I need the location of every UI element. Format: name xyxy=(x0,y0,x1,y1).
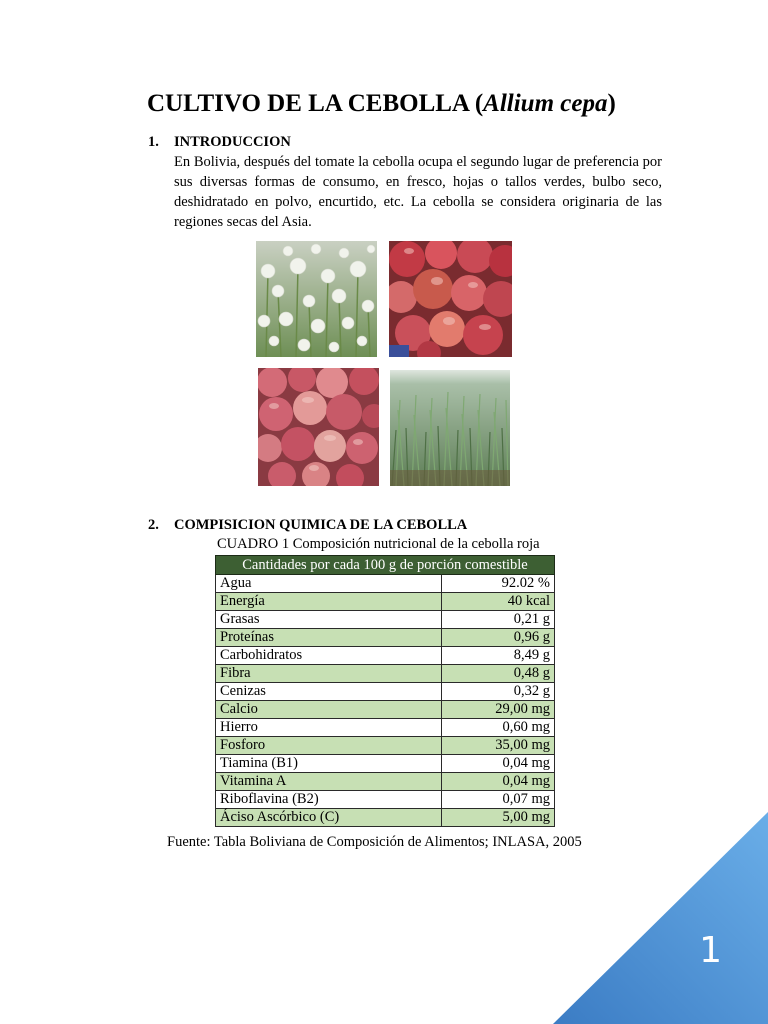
nutrition-table xyxy=(215,555,555,827)
nutrient-name: Tiamina (B1) xyxy=(216,755,442,773)
onion-crop-field-image xyxy=(390,370,510,486)
table-row xyxy=(216,683,555,701)
nutrient-value: 0,60 mg xyxy=(442,719,555,737)
nutrient-value: 0,04 mg xyxy=(442,773,555,791)
red-onion-bulbs-image xyxy=(389,241,512,357)
table-row xyxy=(216,755,555,773)
nutrient-value: 0,32 g xyxy=(442,683,555,701)
nutrient-value: 0,21 g xyxy=(442,611,555,629)
table-row xyxy=(216,611,555,629)
table-row xyxy=(216,647,555,665)
nutrient-name: Vitamina A xyxy=(216,773,442,791)
table-row xyxy=(216,629,555,647)
section-2-number: 2. xyxy=(148,517,159,533)
table-header-row xyxy=(216,556,555,575)
table-row xyxy=(216,593,555,611)
table-row xyxy=(216,575,555,593)
nutrient-name: Agua xyxy=(216,575,442,593)
intro-paragraph: En Bolivia, después del tomate la cebolla ocupa el segundo lugar de preferencia por sus diversas formas de consumo, en fresco, hojas o tallos verdes, bulbo seco, deshidratado en polvo, encurtido, etc. La cebolla se considera originaria de las regiones secas del Asia. xyxy=(174,154,662,230)
nutrient-name: Fosforo xyxy=(216,737,442,755)
nutrient-value: 5,00 mg xyxy=(442,809,555,827)
section-1-heading xyxy=(148,134,291,151)
section-2-title: COMPISICION QUIMICA DE LA CEBOLLA xyxy=(174,517,468,533)
onion-flower-field-image xyxy=(256,241,377,357)
nutrient-value: 29,00 mg xyxy=(442,701,555,719)
title-main: CULTIVO DE LA CEBOLLA ( xyxy=(147,90,484,117)
section-2-heading xyxy=(148,517,467,534)
nutrient-name: Hierro xyxy=(216,719,442,737)
nutrient-value: 0,48 g xyxy=(442,665,555,683)
nutrient-name: Áciso Ascórbico (C) xyxy=(216,809,442,827)
table-row xyxy=(216,773,555,791)
table-row xyxy=(216,737,555,755)
title-scientific-name: Allium cepa xyxy=(483,90,608,117)
title-close: ) xyxy=(607,90,616,117)
red-onion-pile-image xyxy=(258,368,379,486)
table-row xyxy=(216,791,555,809)
table-row xyxy=(216,665,555,683)
nutrient-name: Carbohidratos xyxy=(216,647,442,665)
nutrient-name: Calcio xyxy=(216,701,442,719)
table-caption: CUADRO 1 Composición nutricional de la cebolla roja xyxy=(217,536,540,552)
nutrient-value: 0,96 g xyxy=(442,629,555,647)
nutrient-name: Energía xyxy=(216,593,442,611)
page-title xyxy=(147,90,616,118)
page-corner-decoration xyxy=(553,812,768,1024)
nutrient-value: 8,49 g xyxy=(442,647,555,665)
nutrient-name: Grasas xyxy=(216,611,442,629)
table-row xyxy=(216,809,555,827)
nutrient-value: 35,00 mg xyxy=(442,737,555,755)
table-header: Cantidades por cada 100 g de porción comestible xyxy=(216,556,555,575)
section-1-number: 1. xyxy=(148,134,159,150)
table-row xyxy=(216,701,555,719)
page-number: 1 xyxy=(699,930,722,971)
nutrient-value: 0,04 mg xyxy=(442,755,555,773)
nutrient-name: Riboflavina (B2) xyxy=(216,791,442,809)
nutrient-value: 92.02 % xyxy=(442,575,555,593)
nutrient-value: 0,07 mg xyxy=(442,791,555,809)
table-source-note: Fuente: Tabla Boliviana de Composición de Alimentos; INLASA, 2005 xyxy=(167,834,582,850)
table-row xyxy=(216,719,555,737)
section-1-title: INTRODUCCION xyxy=(174,134,291,150)
nutrient-name: Fibra xyxy=(216,665,442,683)
nutrient-name: Proteínas xyxy=(216,629,442,647)
nutrient-value: 40 kcal xyxy=(442,593,555,611)
nutrient-name: Cenizas xyxy=(216,683,442,701)
